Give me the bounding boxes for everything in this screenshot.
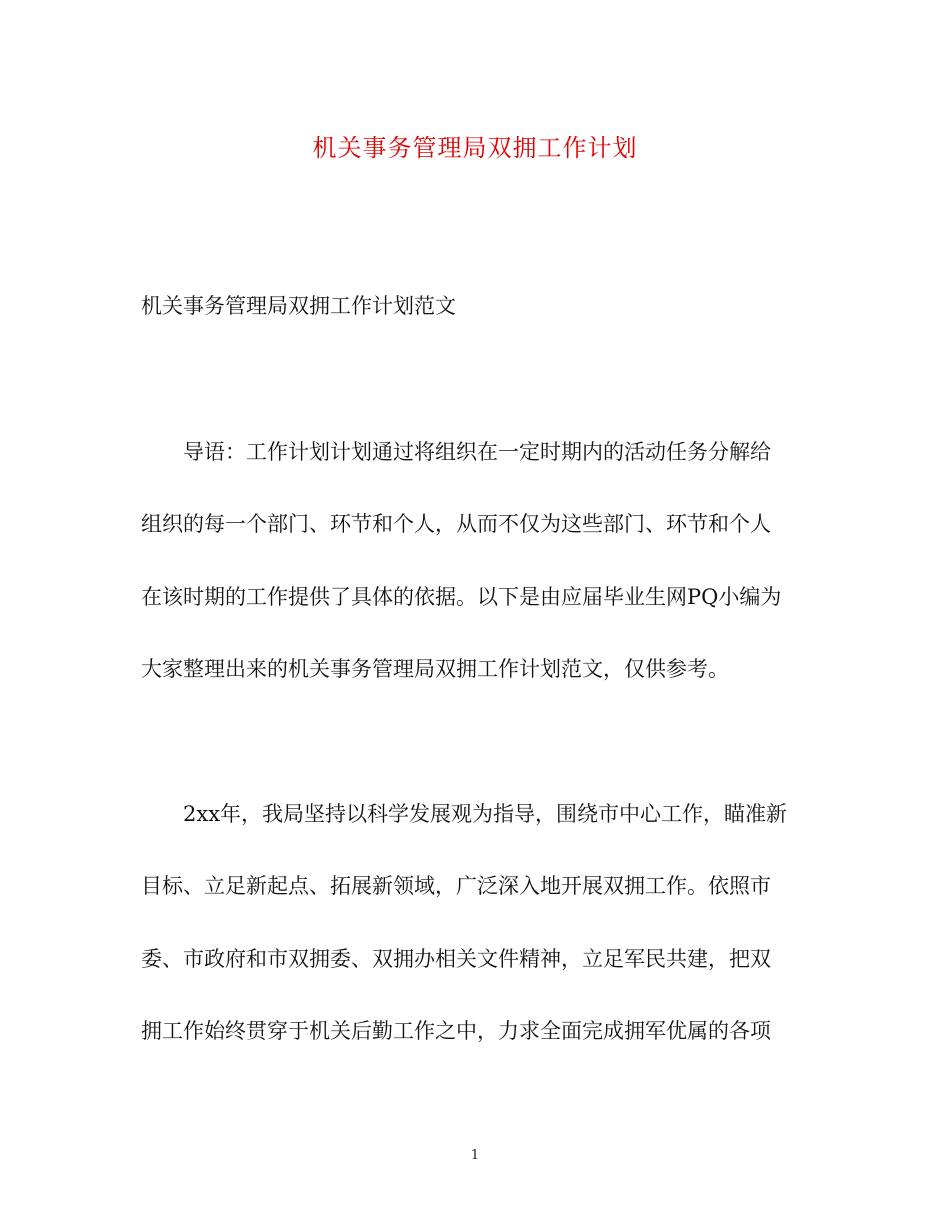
- paragraph-line: 委、市政府和市双拥委、双拥办相关文件精神，立足军民共建，把双: [141, 947, 771, 971]
- paragraph-line: 目标、立足新起点、拓展新领域，广泛深入地开展双拥工作。依照市: [141, 874, 771, 898]
- page-number: 1: [470, 1148, 480, 1163]
- document-title: 机关事务管理局双拥工作计划: [312, 134, 638, 162]
- paragraph-line: 2xx年，我局坚持以科学发展观为指导，围绕市中心工作，瞄准新: [183, 802, 788, 826]
- paragraph-line: 大家整理出来的机关事务管理局双拥工作计划范文，仅供参考。: [141, 657, 729, 681]
- document-subtitle: 机关事务管理局双拥工作计划范文: [141, 294, 456, 318]
- paragraph-line: 拥工作始终贯穿于机关后勤工作之中，力求全面完成拥军优属的各项: [141, 1019, 771, 1043]
- paragraph-line: 导语：工作计划计划通过将组织在一定时期内的活动任务分解给: [183, 440, 771, 464]
- paragraph-line: 组织的每一个部门、环节和个人，从而不仅为这些部门、环节和个人: [141, 512, 771, 536]
- paragraph-line: 在该时期的工作提供了具体的依据。以下是由应届毕业生网PQ小编为: [141, 585, 782, 609]
